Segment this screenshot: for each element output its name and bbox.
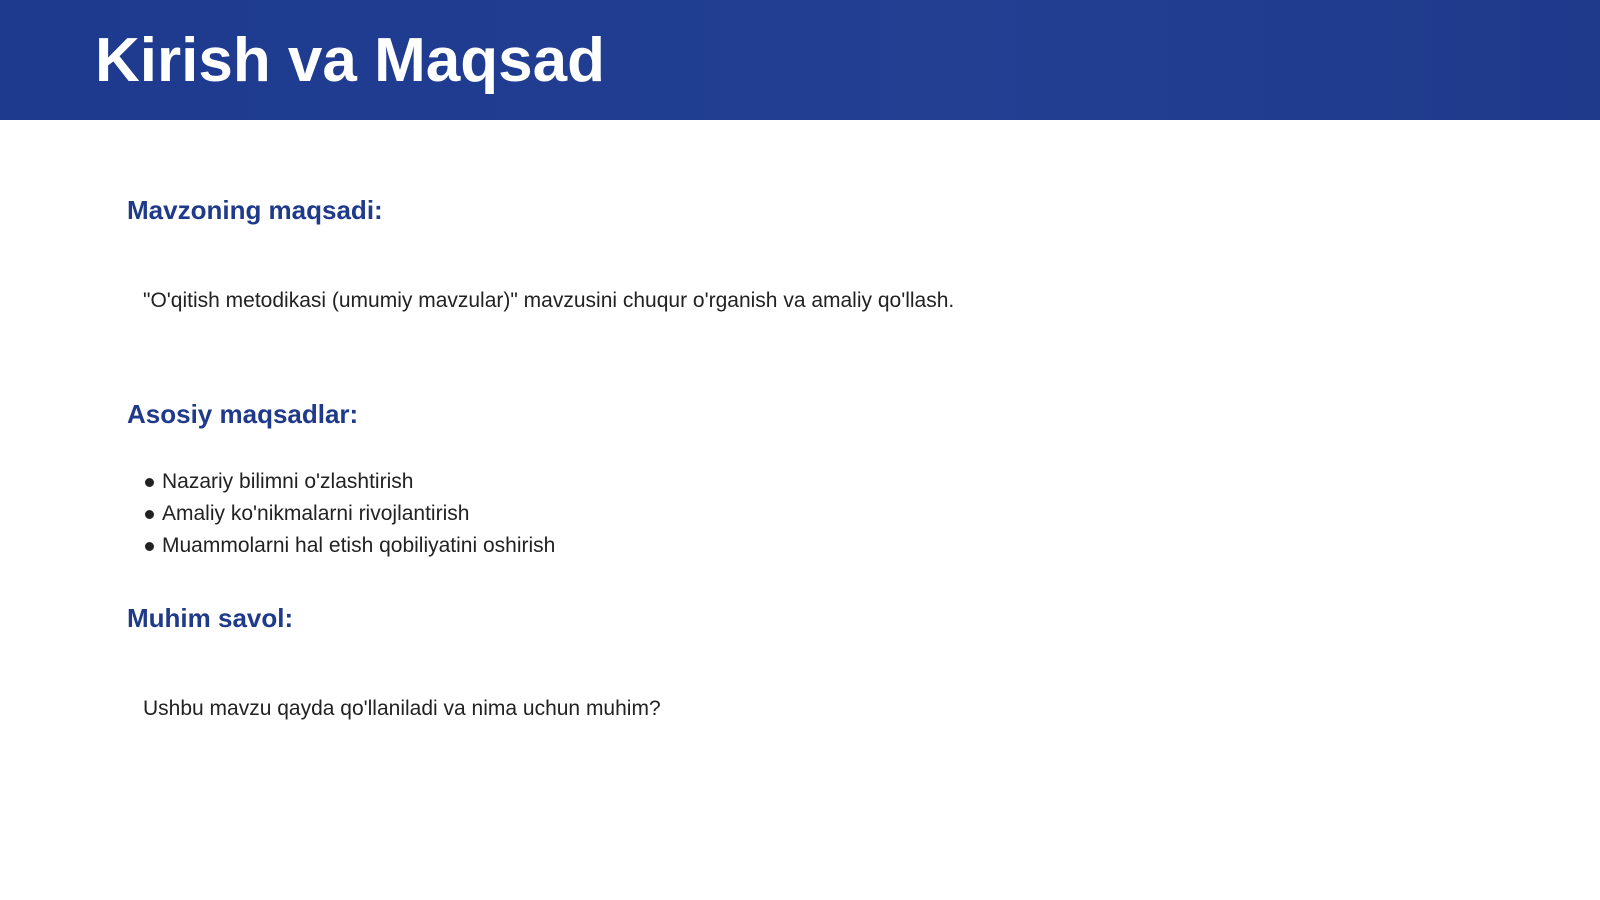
purpose-text: "O'qitish metodikasi (umumiy mavzular)" mavzusini chuqur o'rganish va amaliy qo'llash. [143,289,955,312]
list-item-text: Amaliy ko'nikmalarni rivojlantirish [162,502,470,525]
bullet-icon [145,478,154,487]
goals-list [143,466,555,562]
question-text: Ushbu mavzu qayda qo'llaniladi va nima uchun muhim? [143,697,661,720]
goals-heading: Asosiy maqsadlar: [127,399,359,429]
list-item-text: Muammolarni hal etish qobiliyatini oshirish [162,534,556,557]
list-item [143,466,555,498]
list-item [143,530,555,562]
question-heading: Muhim savol: [127,603,294,633]
slide-title: Kirish va Maqsad [95,26,605,95]
purpose-heading: Mavzoning maqsadi: [127,195,383,225]
bullet-icon [145,542,154,551]
slide-header [0,0,1600,120]
list-item-text: Nazariy bilimni o'zlashtirish [162,470,414,493]
bullet-icon [145,510,154,519]
list-item [143,498,555,530]
